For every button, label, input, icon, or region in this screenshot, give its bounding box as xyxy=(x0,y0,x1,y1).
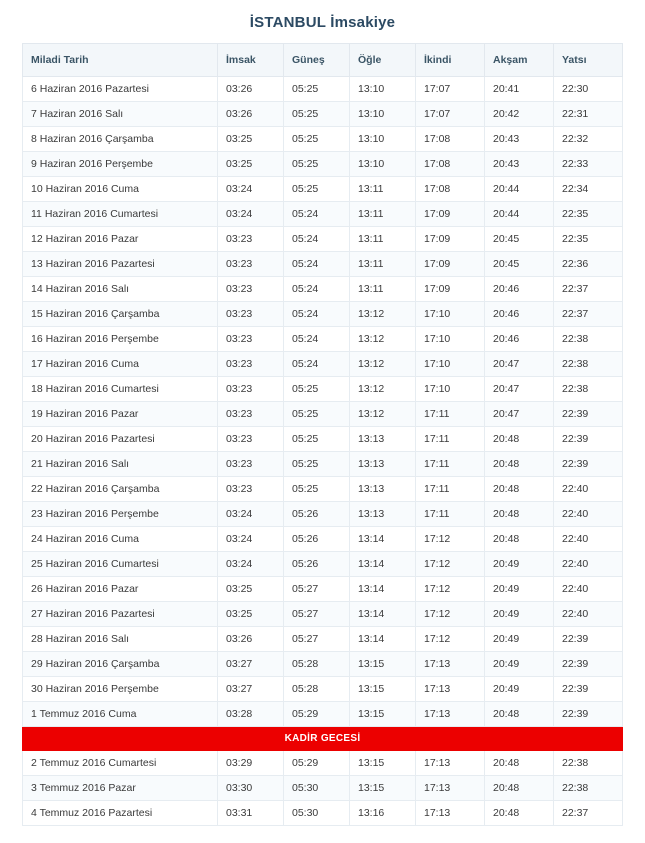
cell-date: 28 Haziran 2016 Salı xyxy=(23,627,218,652)
cell-ogle: 13:13 xyxy=(350,452,416,477)
table-row xyxy=(23,277,623,302)
cell-date: 17 Haziran 2016 Cuma xyxy=(23,352,218,377)
cell-ogle: 13:10 xyxy=(350,77,416,102)
cell-ikindi: 17:09 xyxy=(416,252,485,277)
cell-imsak: 03:30 xyxy=(218,776,284,801)
cell-aksam: 20:44 xyxy=(485,202,554,227)
cell-yatsi: 22:38 xyxy=(554,751,623,776)
cell-ikindi: 17:12 xyxy=(416,552,485,577)
table-row xyxy=(23,776,623,801)
cell-aksam: 20:49 xyxy=(485,627,554,652)
prayer-times-table xyxy=(22,43,623,826)
cell-ikindi: 17:13 xyxy=(416,751,485,776)
cell-gunes: 05:26 xyxy=(284,502,350,527)
cell-yatsi: 22:37 xyxy=(554,801,623,826)
cell-ogle: 13:12 xyxy=(350,402,416,427)
table-row xyxy=(23,352,623,377)
table-row xyxy=(23,252,623,277)
cell-gunes: 05:25 xyxy=(284,127,350,152)
cell-ogle: 13:15 xyxy=(350,776,416,801)
cell-yatsi: 22:40 xyxy=(554,602,623,627)
cell-ogle: 13:13 xyxy=(350,477,416,502)
cell-ikindi: 17:12 xyxy=(416,527,485,552)
cell-ogle: 13:12 xyxy=(350,327,416,352)
cell-yatsi: 22:39 xyxy=(554,702,623,727)
cell-gunes: 05:29 xyxy=(284,751,350,776)
cell-date: 16 Haziran 2016 Perşembe xyxy=(23,327,218,352)
cell-imsak: 03:25 xyxy=(218,152,284,177)
table-row xyxy=(23,152,623,177)
column-header-imsak: İmsak xyxy=(218,44,284,77)
cell-aksam: 20:49 xyxy=(485,677,554,702)
table-row xyxy=(23,227,623,252)
cell-imsak: 03:23 xyxy=(218,452,284,477)
cell-ikindi: 17:13 xyxy=(416,702,485,727)
cell-yatsi: 22:32 xyxy=(554,127,623,152)
cell-ogle: 13:14 xyxy=(350,552,416,577)
cell-yatsi: 22:37 xyxy=(554,302,623,327)
cell-ogle: 13:10 xyxy=(350,102,416,127)
table-row xyxy=(23,202,623,227)
table-row xyxy=(23,627,623,652)
cell-date: 30 Haziran 2016 Perşembe xyxy=(23,677,218,702)
cell-date: 4 Temmuz 2016 Pazartesi xyxy=(23,801,218,826)
table-row xyxy=(23,502,623,527)
cell-ikindi: 17:09 xyxy=(416,202,485,227)
cell-imsak: 03:27 xyxy=(218,677,284,702)
cell-ogle: 13:11 xyxy=(350,202,416,227)
cell-yatsi: 22:39 xyxy=(554,652,623,677)
cell-ikindi: 17:08 xyxy=(416,152,485,177)
cell-gunes: 05:28 xyxy=(284,652,350,677)
cell-gunes: 05:25 xyxy=(284,377,350,402)
cell-gunes: 05:24 xyxy=(284,277,350,302)
table-row xyxy=(23,177,623,202)
cell-aksam: 20:49 xyxy=(485,652,554,677)
cell-yatsi: 22:38 xyxy=(554,327,623,352)
cell-ogle: 13:11 xyxy=(350,227,416,252)
cell-gunes: 05:25 xyxy=(284,177,350,202)
table-row xyxy=(23,801,623,826)
cell-imsak: 03:26 xyxy=(218,102,284,127)
cell-aksam: 20:47 xyxy=(485,402,554,427)
cell-imsak: 03:24 xyxy=(218,202,284,227)
cell-gunes: 05:25 xyxy=(284,402,350,427)
cell-date: 10 Haziran 2016 Cuma xyxy=(23,177,218,202)
cell-yatsi: 22:39 xyxy=(554,452,623,477)
column-header-ikindi: İkindi xyxy=(416,44,485,77)
cell-aksam: 20:49 xyxy=(485,552,554,577)
cell-ikindi: 17:12 xyxy=(416,602,485,627)
cell-date: 13 Haziran 2016 Pazartesi xyxy=(23,252,218,277)
cell-ogle: 13:13 xyxy=(350,427,416,452)
cell-ikindi: 17:07 xyxy=(416,77,485,102)
cell-date: 18 Haziran 2016 Cumartesi xyxy=(23,377,218,402)
cell-aksam: 20:48 xyxy=(485,751,554,776)
cell-aksam: 20:43 xyxy=(485,152,554,177)
cell-ikindi: 17:08 xyxy=(416,127,485,152)
cell-aksam: 20:49 xyxy=(485,602,554,627)
table-row xyxy=(23,552,623,577)
table-row xyxy=(23,302,623,327)
cell-imsak: 03:23 xyxy=(218,252,284,277)
column-header-yatsi: Yatsı xyxy=(554,44,623,77)
cell-ikindi: 17:10 xyxy=(416,327,485,352)
cell-imsak: 03:31 xyxy=(218,801,284,826)
cell-ikindi: 17:12 xyxy=(416,627,485,652)
cell-imsak: 03:23 xyxy=(218,352,284,377)
cell-date: 7 Haziran 2016 Salı xyxy=(23,102,218,127)
cell-imsak: 03:24 xyxy=(218,177,284,202)
cell-yatsi: 22:38 xyxy=(554,377,623,402)
cell-date: 1 Temmuz 2016 Cuma xyxy=(23,702,218,727)
cell-ikindi: 17:07 xyxy=(416,102,485,127)
cell-imsak: 03:23 xyxy=(218,477,284,502)
table-row xyxy=(23,327,623,352)
cell-date: 20 Haziran 2016 Pazartesi xyxy=(23,427,218,452)
cell-date: 9 Haziran 2016 Perşembe xyxy=(23,152,218,177)
column-header-gunes: Güneş xyxy=(284,44,350,77)
cell-gunes: 05:24 xyxy=(284,352,350,377)
cell-aksam: 20:48 xyxy=(485,502,554,527)
cell-ikindi: 17:11 xyxy=(416,427,485,452)
cell-yatsi: 22:39 xyxy=(554,402,623,427)
cell-yatsi: 22:39 xyxy=(554,627,623,652)
cell-yatsi: 22:40 xyxy=(554,577,623,602)
table-row xyxy=(23,427,623,452)
cell-imsak: 03:26 xyxy=(218,77,284,102)
cell-ikindi: 17:13 xyxy=(416,801,485,826)
cell-aksam: 20:49 xyxy=(485,577,554,602)
cell-yatsi: 22:39 xyxy=(554,677,623,702)
cell-gunes: 05:24 xyxy=(284,302,350,327)
table-row xyxy=(23,577,623,602)
cell-gunes: 05:25 xyxy=(284,477,350,502)
cell-gunes: 05:24 xyxy=(284,202,350,227)
table-row xyxy=(23,452,623,477)
cell-aksam: 20:47 xyxy=(485,377,554,402)
cell-yatsi: 22:35 xyxy=(554,202,623,227)
table-row xyxy=(23,527,623,552)
cell-ogle: 13:15 xyxy=(350,751,416,776)
cell-yatsi: 22:40 xyxy=(554,502,623,527)
table-header xyxy=(23,44,623,77)
cell-aksam: 20:45 xyxy=(485,227,554,252)
cell-imsak: 03:23 xyxy=(218,277,284,302)
cell-aksam: 20:43 xyxy=(485,127,554,152)
cell-ogle: 13:11 xyxy=(350,177,416,202)
cell-date: 26 Haziran 2016 Pazar xyxy=(23,577,218,602)
cell-ikindi: 17:08 xyxy=(416,177,485,202)
cell-ogle: 13:14 xyxy=(350,627,416,652)
cell-aksam: 20:48 xyxy=(485,427,554,452)
table-row xyxy=(23,402,623,427)
cell-ikindi: 17:10 xyxy=(416,302,485,327)
cell-ikindi: 17:09 xyxy=(416,227,485,252)
cell-gunes: 05:26 xyxy=(284,552,350,577)
cell-ogle: 13:12 xyxy=(350,302,416,327)
cell-aksam: 20:48 xyxy=(485,801,554,826)
cell-imsak: 03:23 xyxy=(218,302,284,327)
cell-ogle: 13:15 xyxy=(350,702,416,727)
cell-date: 6 Haziran 2016 Pazartesi xyxy=(23,77,218,102)
table-row xyxy=(23,602,623,627)
cell-ikindi: 17:11 xyxy=(416,402,485,427)
cell-imsak: 03:26 xyxy=(218,627,284,652)
table-row xyxy=(23,677,623,702)
table-row xyxy=(23,477,623,502)
cell-yatsi: 22:40 xyxy=(554,552,623,577)
cell-imsak: 03:24 xyxy=(218,527,284,552)
column-header-ogle: Öğle xyxy=(350,44,416,77)
cell-ogle: 13:10 xyxy=(350,127,416,152)
column-header-aksam: Akşam xyxy=(485,44,554,77)
cell-aksam: 20:48 xyxy=(485,477,554,502)
cell-date: 25 Haziran 2016 Cumartesi xyxy=(23,552,218,577)
cell-ikindi: 17:11 xyxy=(416,477,485,502)
cell-imsak: 03:25 xyxy=(218,127,284,152)
cell-ogle: 13:15 xyxy=(350,652,416,677)
cell-aksam: 20:45 xyxy=(485,252,554,277)
table-row xyxy=(23,102,623,127)
cell-yatsi: 22:38 xyxy=(554,776,623,801)
cell-aksam: 20:46 xyxy=(485,302,554,327)
cell-ogle: 13:12 xyxy=(350,377,416,402)
cell-imsak: 03:24 xyxy=(218,502,284,527)
cell-ikindi: 17:13 xyxy=(416,677,485,702)
cell-yatsi: 22:37 xyxy=(554,277,623,302)
cell-ogle: 13:11 xyxy=(350,252,416,277)
cell-ikindi: 17:10 xyxy=(416,377,485,402)
cell-ikindi: 17:13 xyxy=(416,776,485,801)
cell-date: 29 Haziran 2016 Çarşamba xyxy=(23,652,218,677)
cell-ikindi: 17:12 xyxy=(416,577,485,602)
cell-gunes: 05:24 xyxy=(284,252,350,277)
cell-gunes: 05:24 xyxy=(284,327,350,352)
cell-date: 3 Temmuz 2016 Pazar xyxy=(23,776,218,801)
cell-imsak: 03:25 xyxy=(218,577,284,602)
cell-imsak: 03:27 xyxy=(218,652,284,677)
cell-imsak: 03:23 xyxy=(218,377,284,402)
cell-aksam: 20:46 xyxy=(485,327,554,352)
cell-date: 21 Haziran 2016 Salı xyxy=(23,452,218,477)
cell-yatsi: 22:35 xyxy=(554,227,623,252)
cell-gunes: 05:25 xyxy=(284,102,350,127)
cell-date: 2 Temmuz 2016 Cumartesi xyxy=(23,751,218,776)
cell-gunes: 05:24 xyxy=(284,227,350,252)
cell-ogle: 13:15 xyxy=(350,677,416,702)
cell-date: 19 Haziran 2016 Pazar xyxy=(23,402,218,427)
cell-gunes: 05:29 xyxy=(284,702,350,727)
cell-aksam: 20:44 xyxy=(485,177,554,202)
cell-ogle: 13:16 xyxy=(350,801,416,826)
cell-aksam: 20:48 xyxy=(485,702,554,727)
cell-ogle: 13:11 xyxy=(350,277,416,302)
cell-yatsi: 22:34 xyxy=(554,177,623,202)
cell-yatsi: 22:40 xyxy=(554,527,623,552)
cell-ikindi: 17:09 xyxy=(416,277,485,302)
cell-yatsi: 22:36 xyxy=(554,252,623,277)
cell-gunes: 05:25 xyxy=(284,77,350,102)
special-note-label: KADİR GECESİ xyxy=(23,727,623,751)
cell-imsak: 03:23 xyxy=(218,327,284,352)
cell-ogle: 13:14 xyxy=(350,577,416,602)
cell-aksam: 20:48 xyxy=(485,776,554,801)
cell-aksam: 20:41 xyxy=(485,77,554,102)
cell-gunes: 05:28 xyxy=(284,677,350,702)
cell-date: 12 Haziran 2016 Pazar xyxy=(23,227,218,252)
cell-yatsi: 22:38 xyxy=(554,352,623,377)
cell-yatsi: 22:40 xyxy=(554,477,623,502)
cell-imsak: 03:23 xyxy=(218,402,284,427)
cell-imsak: 03:25 xyxy=(218,602,284,627)
table-row xyxy=(23,702,623,727)
cell-aksam: 20:42 xyxy=(485,102,554,127)
cell-aksam: 20:48 xyxy=(485,527,554,552)
special-note-row xyxy=(23,727,623,751)
cell-aksam: 20:47 xyxy=(485,352,554,377)
cell-imsak: 03:28 xyxy=(218,702,284,727)
table-header-row xyxy=(23,44,623,77)
cell-date: 14 Haziran 2016 Salı xyxy=(23,277,218,302)
cell-ikindi: 17:10 xyxy=(416,352,485,377)
table-row xyxy=(23,377,623,402)
cell-gunes: 05:27 xyxy=(284,602,350,627)
page-title: İSTANBUL İmsakiye xyxy=(249,14,396,31)
table-row xyxy=(23,77,623,102)
cell-yatsi: 22:30 xyxy=(554,77,623,102)
cell-ogle: 13:10 xyxy=(350,152,416,177)
cell-gunes: 05:26 xyxy=(284,527,350,552)
cell-imsak: 03:23 xyxy=(218,227,284,252)
cell-gunes: 05:27 xyxy=(284,577,350,602)
cell-date: 27 Haziran 2016 Pazartesi xyxy=(23,602,218,627)
cell-imsak: 03:24 xyxy=(218,552,284,577)
cell-ogle: 13:14 xyxy=(350,602,416,627)
cell-ikindi: 17:11 xyxy=(416,502,485,527)
cell-date: 15 Haziran 2016 Çarşamba xyxy=(23,302,218,327)
cell-gunes: 05:30 xyxy=(284,801,350,826)
cell-yatsi: 22:33 xyxy=(554,152,623,177)
cell-ikindi: 17:13 xyxy=(416,652,485,677)
cell-imsak: 03:23 xyxy=(218,427,284,452)
cell-date: 23 Haziran 2016 Perşembe xyxy=(23,502,218,527)
cell-gunes: 05:25 xyxy=(284,427,350,452)
cell-gunes: 05:25 xyxy=(284,152,350,177)
cell-yatsi: 22:31 xyxy=(554,102,623,127)
cell-ogle: 13:12 xyxy=(350,352,416,377)
cell-yatsi: 22:39 xyxy=(554,427,623,452)
cell-date: 11 Haziran 2016 Cumartesi xyxy=(23,202,218,227)
cell-aksam: 20:46 xyxy=(485,277,554,302)
table-row xyxy=(23,751,623,776)
cell-aksam: 20:48 xyxy=(485,452,554,477)
cell-ikindi: 17:11 xyxy=(416,452,485,477)
cell-ogle: 13:14 xyxy=(350,527,416,552)
cell-gunes: 05:25 xyxy=(284,452,350,477)
table-row xyxy=(23,652,623,677)
cell-date: 22 Haziran 2016 Çarşamba xyxy=(23,477,218,502)
cell-date: 24 Haziran 2016 Cuma xyxy=(23,527,218,552)
column-header-date: Miladi Tarih xyxy=(23,44,218,77)
cell-ogle: 13:13 xyxy=(350,502,416,527)
cell-gunes: 05:27 xyxy=(284,627,350,652)
table-body xyxy=(23,77,623,826)
table-row xyxy=(23,127,623,152)
cell-date: 8 Haziran 2016 Çarşamba xyxy=(23,127,218,152)
cell-imsak: 03:29 xyxy=(218,751,284,776)
cell-gunes: 05:30 xyxy=(284,776,350,801)
